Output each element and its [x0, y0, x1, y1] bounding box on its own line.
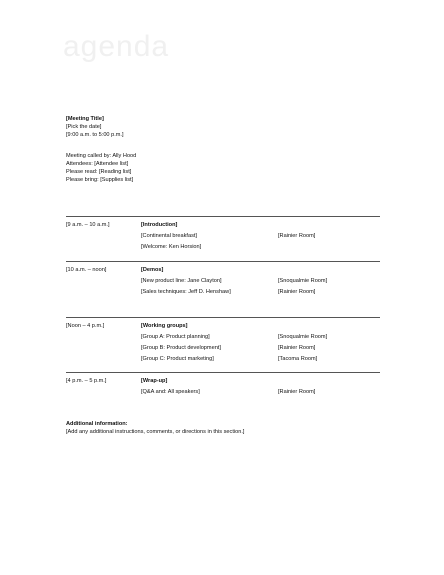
additional-text[interactable]: [Add any additional instructions, comments, or directions in this section.]: [66, 429, 245, 435]
room-label[interactable]: [Rainier Room]: [278, 345, 316, 351]
room-label[interactable]: [Tacoma Room]: [278, 356, 318, 362]
section-heading[interactable]: [Introduction]: [141, 222, 178, 228]
page-title: agenda: [63, 30, 170, 63]
agenda-item[interactable]: [Group A: Product planning]: [141, 334, 210, 340]
agenda-item[interactable]: [Sales techniques: Jeff D. Henshaw]: [141, 289, 231, 295]
agenda-item[interactable]: [Group B: Product development]: [141, 345, 221, 351]
section-rooms: [278, 333, 327, 366]
meeting-header: [66, 115, 124, 139]
section-rooms: [278, 388, 315, 399]
section-rooms: [278, 232, 315, 243]
section-topics: [141, 266, 231, 299]
section-heading[interactable]: [Wrap-up]: [141, 378, 168, 384]
room-label[interactable]: [Rainier Room]: [278, 389, 316, 395]
agenda-item[interactable]: [New product line: Jane Clayton]: [141, 278, 222, 284]
please-read[interactable]: Please read: [Reading list]: [66, 169, 132, 175]
additional-information: [66, 420, 244, 436]
meeting-title[interactable]: [Meeting Title]: [66, 116, 104, 122]
section-time[interactable]: [4 p.m. – 5 p.m.]: [66, 378, 107, 384]
section-heading[interactable]: [Demos]: [141, 267, 164, 273]
agenda-section-demos: [66, 261, 380, 295]
agenda-section-introduction: [66, 216, 380, 250]
section-heading[interactable]: [Working groups]: [141, 323, 188, 329]
additional-heading: Additional information:: [66, 421, 128, 427]
please-bring[interactable]: Please bring: [Supplies list]: [66, 177, 134, 183]
room-label[interactable]: [Rainier Room]: [278, 233, 316, 239]
agenda-item[interactable]: [Group C: Product marketing]: [141, 356, 214, 362]
agenda-section-wrap-up: [66, 372, 380, 395]
agenda-section-working-groups: [66, 317, 380, 362]
section-topics: [141, 221, 201, 254]
meeting-people: [66, 152, 136, 184]
room-label[interactable]: [Snoqualmie Room]: [278, 334, 328, 340]
agenda-item[interactable]: [Welcome: Ken Horsion]: [141, 244, 202, 250]
section-time[interactable]: [Noon – 4 p.m.]: [66, 323, 105, 329]
called-by[interactable]: Meeting called by: Ally Hood: [66, 153, 137, 159]
section-time[interactable]: [10 a.m. – noon]: [66, 267, 107, 273]
section-topics: [141, 322, 221, 366]
agenda-item[interactable]: [Continental breakfast]: [141, 233, 197, 239]
section-time[interactable]: [9 a.m. – 10 a.m.]: [66, 222, 110, 228]
room-label[interactable]: [Rainier Room]: [278, 289, 316, 295]
room-label[interactable]: [Snoqualmie Room]: [278, 278, 328, 284]
meeting-date[interactable]: [Pick the date]: [66, 124, 102, 130]
section-rooms: [278, 277, 327, 299]
meeting-time[interactable]: [9:00 a.m. to 5:00 p.m.]: [66, 132, 124, 138]
attendees[interactable]: Attendees: [Attendee list]: [66, 161, 129, 167]
agenda-item[interactable]: [Q&A and: All speakers]: [141, 389, 200, 395]
section-topics: [141, 377, 200, 399]
